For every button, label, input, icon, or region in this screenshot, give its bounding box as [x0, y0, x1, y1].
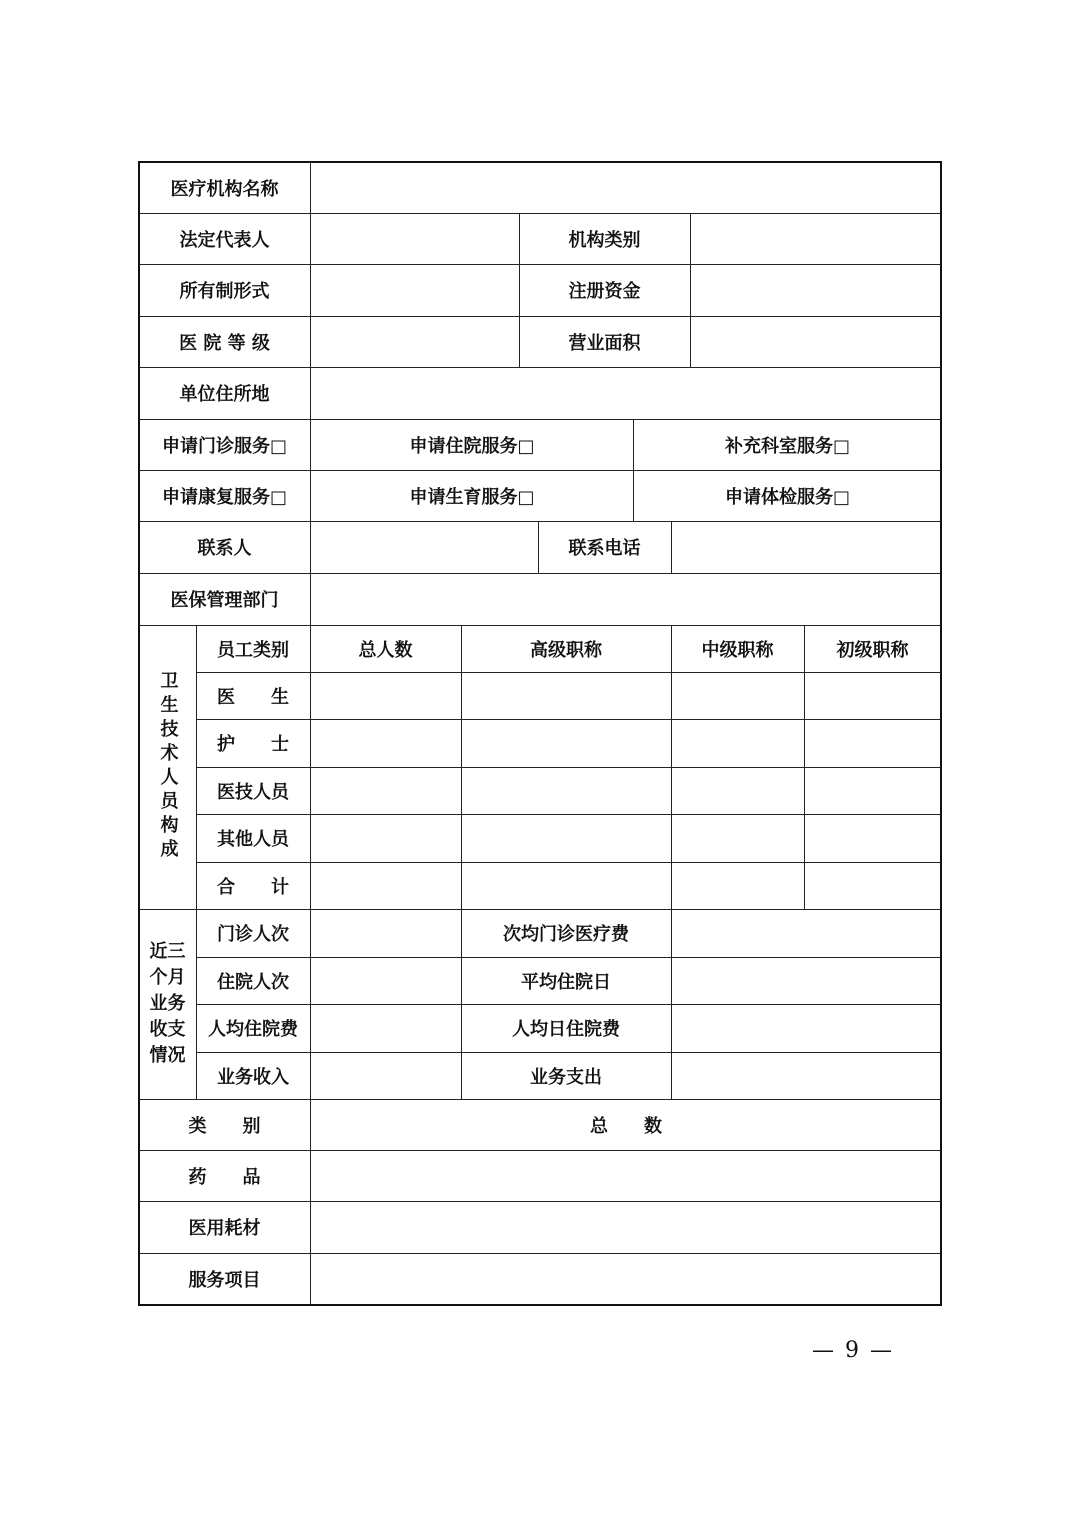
label-hospital-level: 医 院 等 级: [179, 332, 270, 354]
staff-row-label: 护 士: [217, 734, 289, 755]
catalog-header-total: 总 数: [590, 1115, 662, 1137]
staff-header-category: 员工类别: [217, 639, 289, 661]
page-number: — 9 —: [812, 1338, 894, 1363]
label-insurance-dept: 医保管理部门: [170, 590, 279, 611]
contact-field[interactable]: [311, 521, 538, 573]
label-contact: 联系人: [197, 538, 252, 559]
staff-row-label: 医技人员: [217, 781, 289, 803]
business-row-left: 住院人次: [217, 971, 289, 993]
inst-category-field[interactable]: [691, 213, 941, 264]
business-row-mid: 次均门诊医疗费: [503, 924, 629, 945]
business-row-left: 业务收入: [217, 1066, 289, 1088]
business-section-title: [139, 909, 196, 1099]
insurance-dept-field[interactable]: [311, 573, 941, 625]
label-address: 单位住所地: [179, 384, 270, 405]
label-inst-category: 机构类别: [568, 229, 641, 251]
label-ownership: 所有制形式: [179, 281, 270, 302]
staff-section-title: 卫生技术人员构成: [157, 671, 179, 863]
staff-row-label: 医 生: [217, 686, 289, 708]
business-title-line: 收支: [149, 1019, 186, 1040]
staff-header-junior: 初级职称: [836, 639, 909, 661]
catalog-header-category: 类 别: [188, 1115, 261, 1137]
business-row-mid: 人均日住院费: [512, 1019, 620, 1040]
reg-capital-field[interactable]: [691, 264, 941, 316]
business-title-line: 情况: [149, 1045, 186, 1066]
business-row-left: 人均住院费: [208, 1019, 298, 1040]
label-business-area: 营业面积: [568, 332, 641, 354]
label-legal-rep: 法定代表人: [179, 229, 270, 251]
address-field[interactable]: [311, 367, 941, 419]
ownership-field[interactable]: [311, 264, 519, 316]
staff-row-label: 合 计: [217, 876, 289, 898]
checkbox-inpatient[interactable]: 申请住院服务□: [409, 435, 535, 457]
business-row-left: 门诊人次: [217, 924, 289, 945]
catalog-row-label: 医用耗材: [188, 1218, 261, 1239]
checkbox-checkup[interactable]: 申请体检服务□: [724, 486, 850, 508]
checkbox-supplementary[interactable]: 补充科室服务□: [724, 435, 850, 457]
staff-header-total: 总人数: [358, 639, 413, 661]
staff-header-intermediate: 中级职称: [701, 639, 774, 661]
business-row-mid: 业务支出: [530, 1066, 602, 1088]
institution-name-field[interactable]: [311, 162, 941, 213]
staff-row-label: 其他人员: [217, 829, 289, 850]
label-reg-capital: 注册资金: [568, 281, 641, 302]
checkbox-maternity[interactable]: 申请生育服务□: [409, 486, 535, 508]
checkbox-outpatient[interactable]: 申请门诊服务□: [161, 435, 287, 457]
business-title-line: 业务: [149, 993, 186, 1014]
business-area-field[interactable]: [691, 316, 941, 367]
staff-header-senior: 高级职称: [530, 639, 602, 661]
label-institution-name: 医疗机构名称: [170, 178, 279, 200]
catalog-row-label: 服务项目: [188, 1270, 261, 1291]
hospital-level-field[interactable]: [311, 316, 519, 367]
business-title-line: 近三: [149, 941, 186, 962]
catalog-row-label: 药 品: [188, 1166, 261, 1188]
business-title-line: 个月: [149, 967, 186, 988]
contact-phone-field[interactable]: [672, 521, 941, 573]
label-contact-phone: 联系电话: [568, 538, 641, 559]
legal-rep-field[interactable]: [311, 213, 519, 264]
checkbox-rehab[interactable]: 申请康复服务□: [161, 486, 287, 508]
business-row-mid: 平均住院日: [521, 971, 611, 993]
